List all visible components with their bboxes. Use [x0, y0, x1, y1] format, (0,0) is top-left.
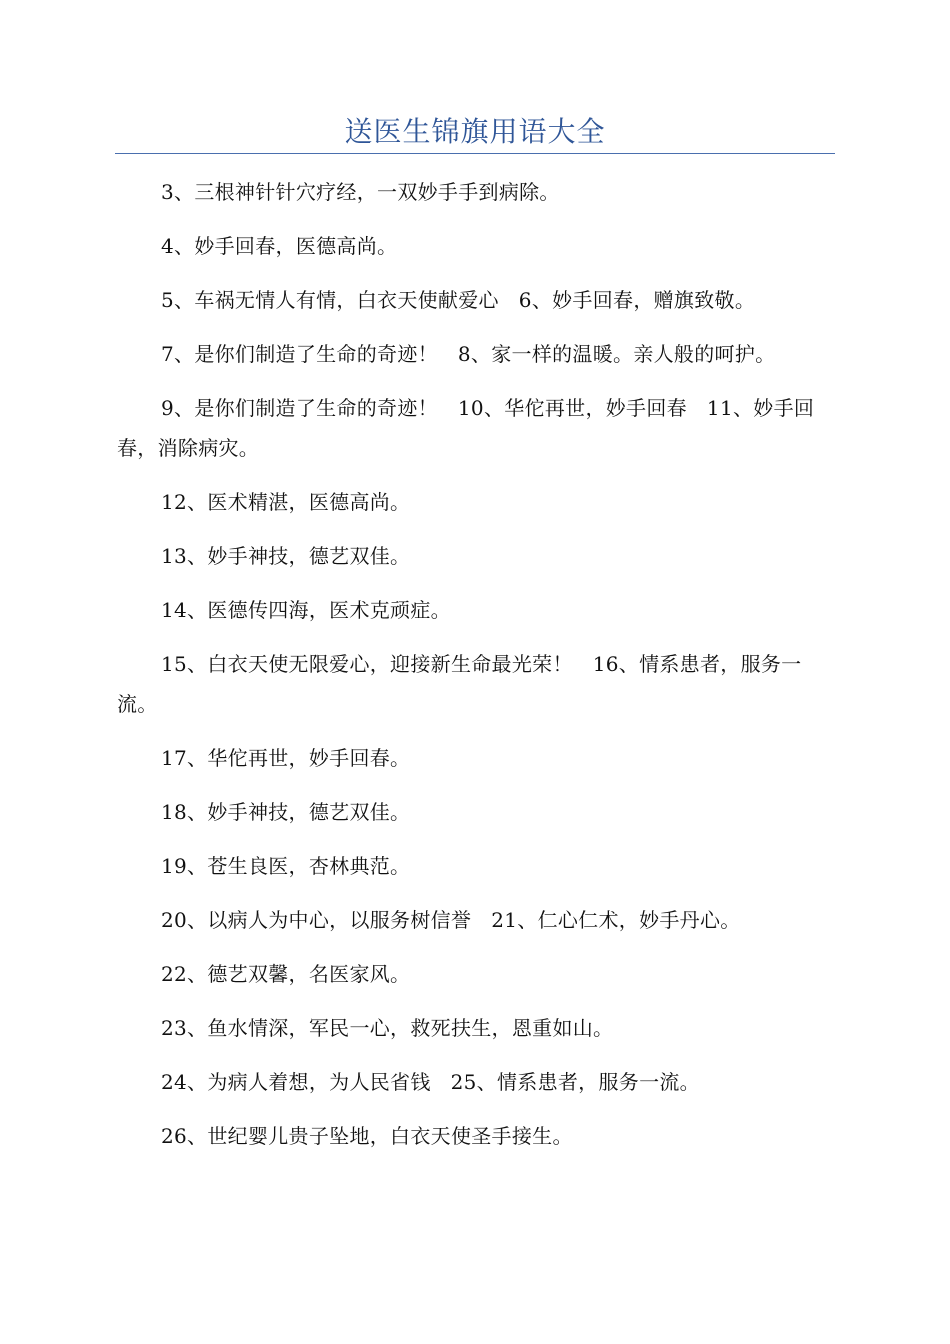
paragraph: 15、白衣天使无限爱心，迎接新生命最光荣！ 16、情系患者，服务一流。: [117, 652, 802, 716]
paragraph: 7、是你们制造了生命的奇迹！ 8、家一样的温暖。亲人般的呵护。: [161, 342, 776, 366]
paragraph: 22、德艺双馨，名医家风。: [161, 962, 411, 986]
paragraph: 23、鱼水情深，军民一心，救死扶生，恩重如山。: [161, 1016, 614, 1040]
paragraph: 13、妙手神技，德艺双佳。: [161, 544, 411, 568]
paragraph: 14、医德传四海，医术克顽症。: [161, 598, 451, 622]
paragraph: 24、为病人着想，为人民省钱 25、情系患者，服务一流。: [161, 1070, 700, 1094]
document-title: 送医生锦旗用语大全: [344, 115, 606, 148]
paragraph: 20、以病人为中心，以服务树信誉 21、仁心仁术，妙手丹心。: [161, 908, 741, 932]
paragraph: 19、苍生良医，杏林典范。: [161, 854, 411, 878]
paragraph: 9、是你们制造了生命的奇迹！ 10、华佗再世，妙手回春 11、妙手回春，消除病灾。: [117, 396, 815, 460]
paragraph: 12、医术精湛，医德高尚。: [161, 490, 411, 514]
document-body: [117, 172, 833, 1170]
paragraph: 5、车祸无情人有情，白衣天使献爱心 6、妙手回春，赠旗致敬。: [161, 288, 756, 312]
title-underline: [115, 153, 835, 154]
paragraph: 18、妙手神技，德艺双佳。: [161, 800, 411, 824]
paragraph: 17、华佗再世，妙手回春。: [161, 746, 411, 770]
paragraph: 4、妙手回春，医德高尚。: [161, 234, 398, 258]
paragraph: 26、世纪婴儿贵子坠地，白衣天使圣手接生。: [161, 1124, 573, 1148]
paragraph: 3、三根神针针穴疗经，一双妙手手到病除。: [161, 180, 560, 204]
